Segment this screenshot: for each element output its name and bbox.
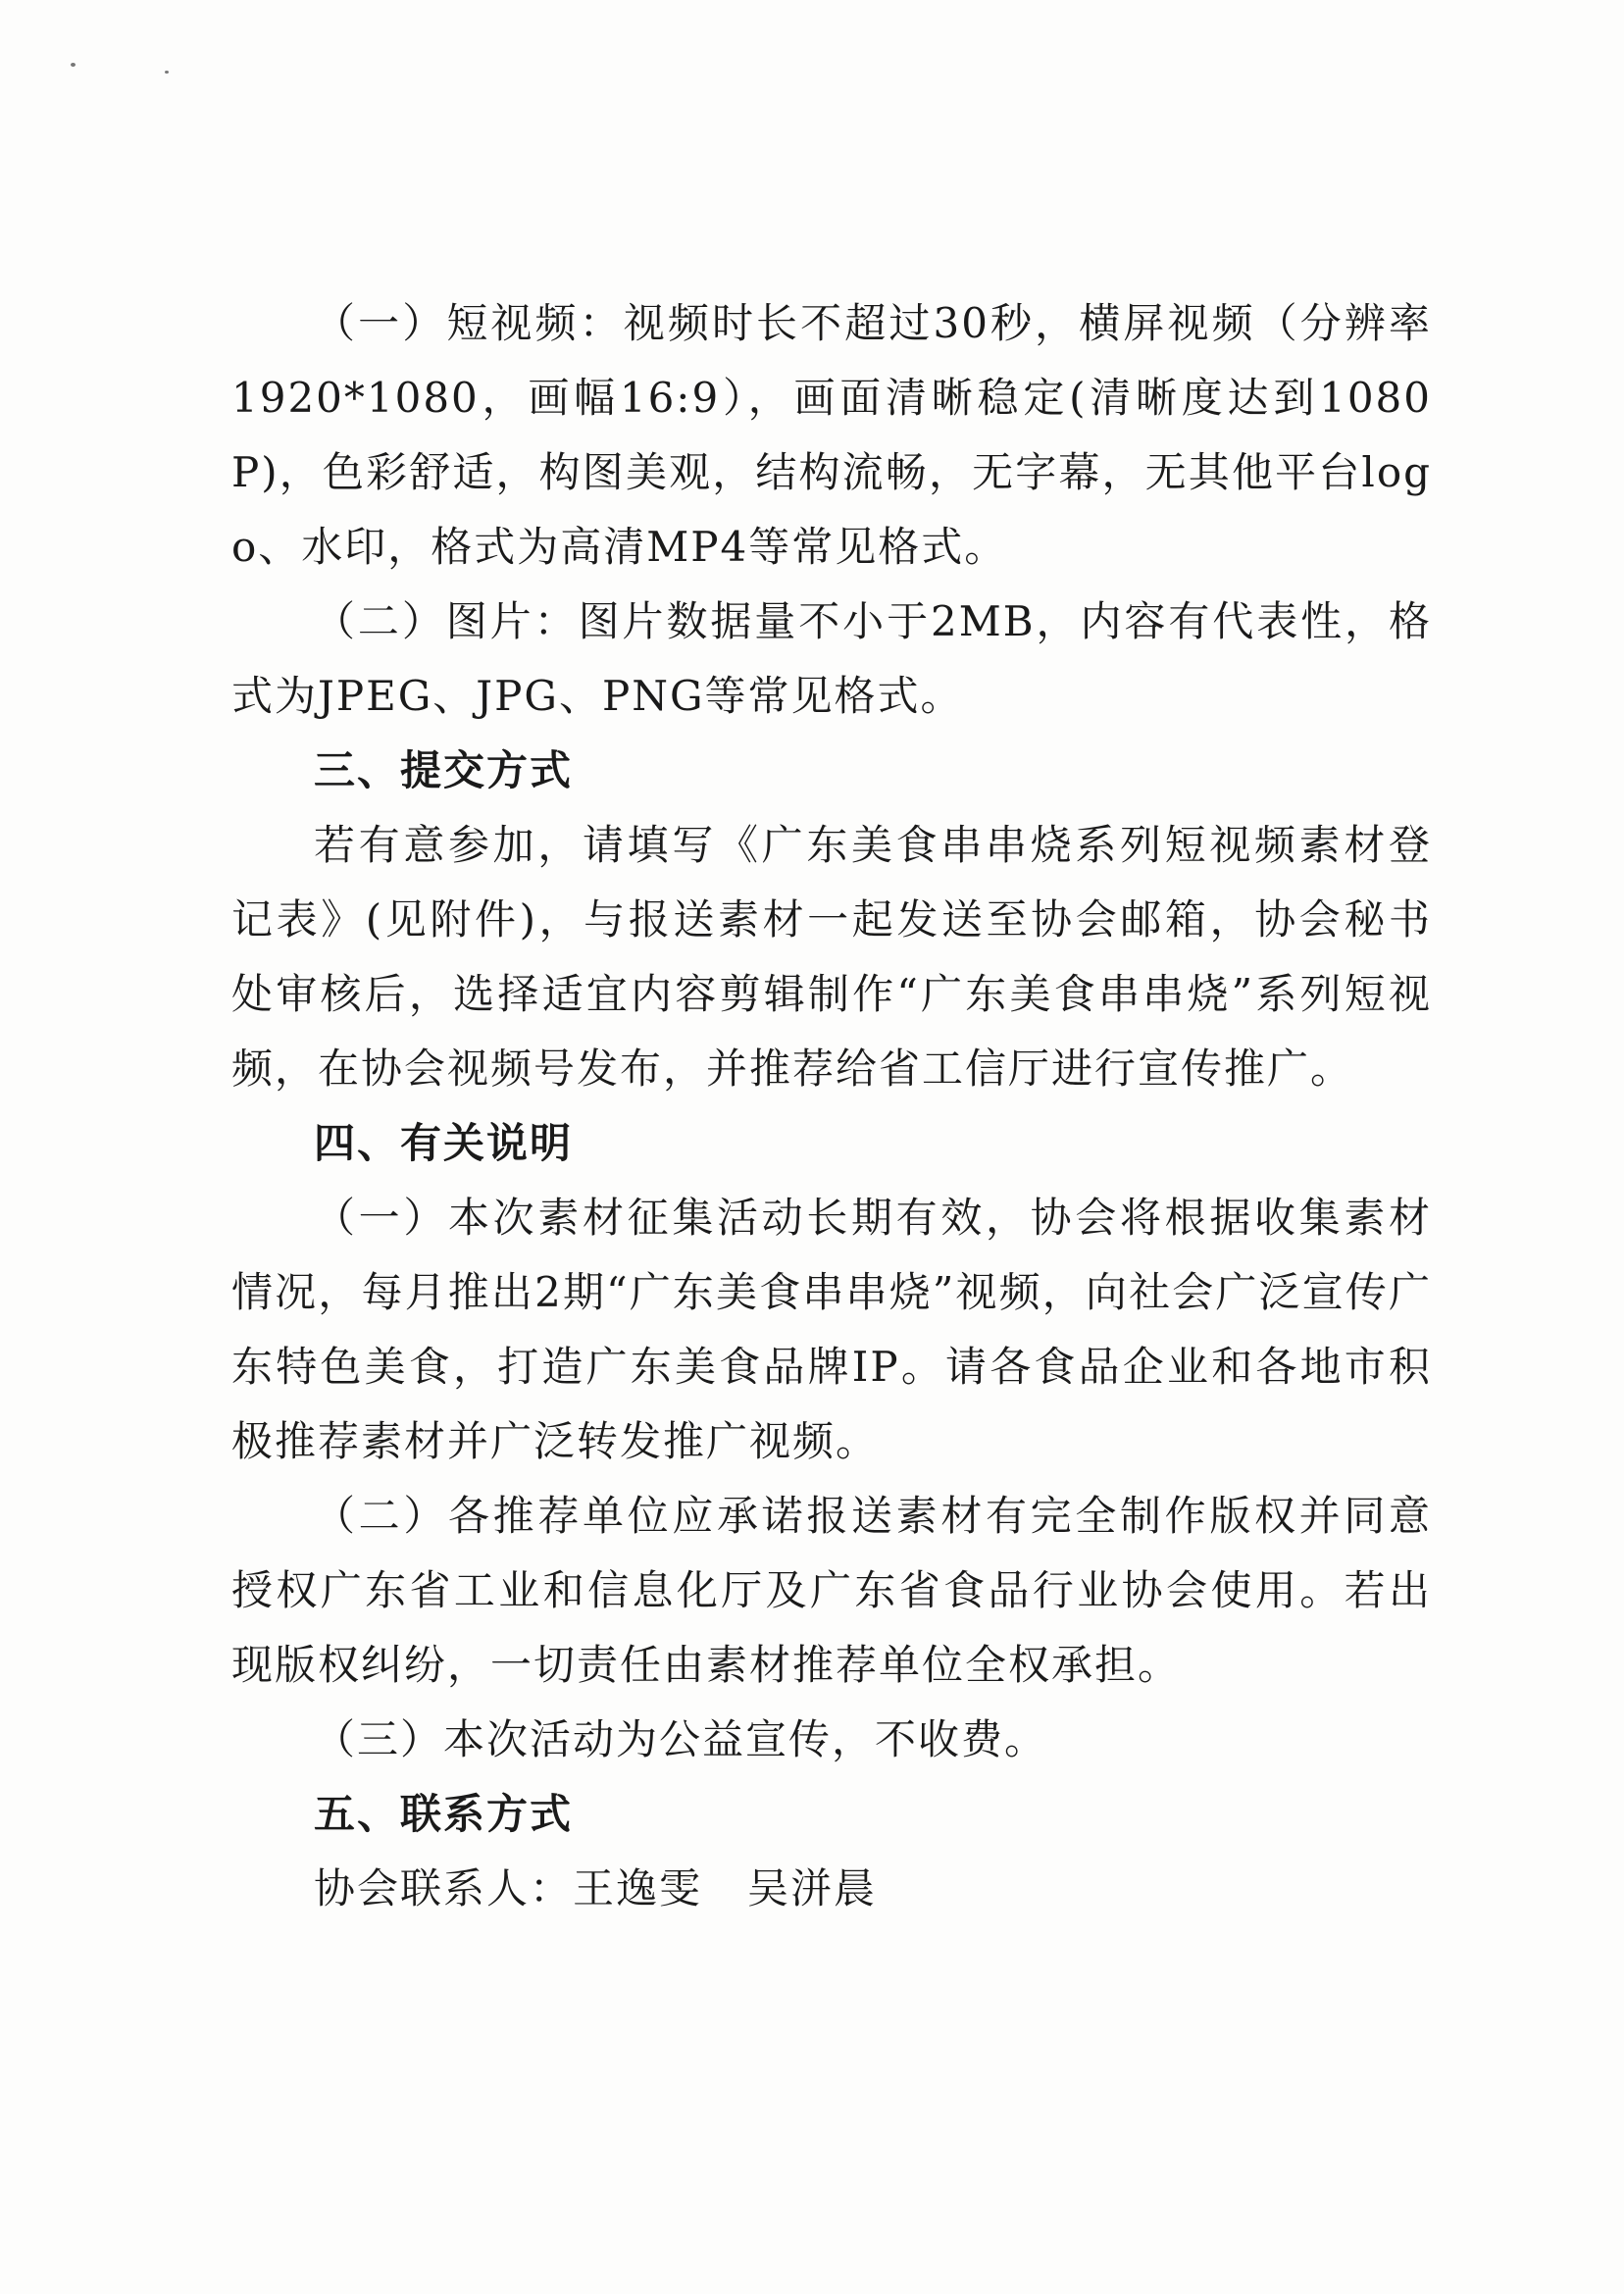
contact-line <box>231 1852 1432 1926</box>
contact-person-2: 吴洴晨 <box>747 1864 878 1912</box>
paragraph-note-3: （三）本次活动为公益宣传，不收费。 <box>314 1715 1048 1763</box>
heading-notes: 四、有关说明 <box>314 1119 574 1167</box>
contact-label: 协会联系人： <box>314 1864 574 1912</box>
document-body <box>231 286 1432 1926</box>
paragraph-images: （二）图片：图片数据量不小于2MB，内容有代表性，格式为JPEG、JPG、PNG等常见格式。 <box>231 597 1432 720</box>
paragraph-short-video: （一）短视频：视频时长不超过30秒，横屏视频（分辨率1920*1080，画幅16:9），画面清晰稳定(清晰度达到1080P)，色彩舒适，构图美观，结构流畅，无字幕，无其他平台logo、水印，格式为高清MP4等常见格式。 <box>231 299 1432 571</box>
heading-contact: 五、联系方式 <box>314 1790 574 1838</box>
paragraph-submission: 若有意参加，请填写《广东美食串串烧系列短视频素材登记表》(见附件)，与报送素材一起发送至协会邮箱，协会秘书处审核后，选择适宜内容剪辑制作“广东美食串串烧”系列短视频，在协会视频号发布，并推荐给省工信厅进行宣传推广。 <box>231 821 1432 1093</box>
contact-person-1: 王逸雯 <box>573 1864 703 1912</box>
scan-speck <box>71 63 76 67</box>
heading-submission-method: 三、提交方式 <box>314 746 574 794</box>
paragraph-note-1: （一）本次素材征集活动长期有效，协会将根据收集素材情况，每月推出2期“广东美食串串烧”视频，向社会广泛宣传广东特色美食，打造广东美食品牌IP。请各食品企业和各地市积极推荐素材并广泛转发推广视频。 <box>231 1194 1432 1465</box>
paragraph-note-2: （二）各推荐单位应承诺报送素材有完全制作版权并同意授权广东省工业和信息化厅及广东省食品行业协会使用。若出现版权纠纷，一切责任由素材推荐单位全权承担。 <box>231 1492 1432 1689</box>
scan-speck <box>165 71 169 74</box>
